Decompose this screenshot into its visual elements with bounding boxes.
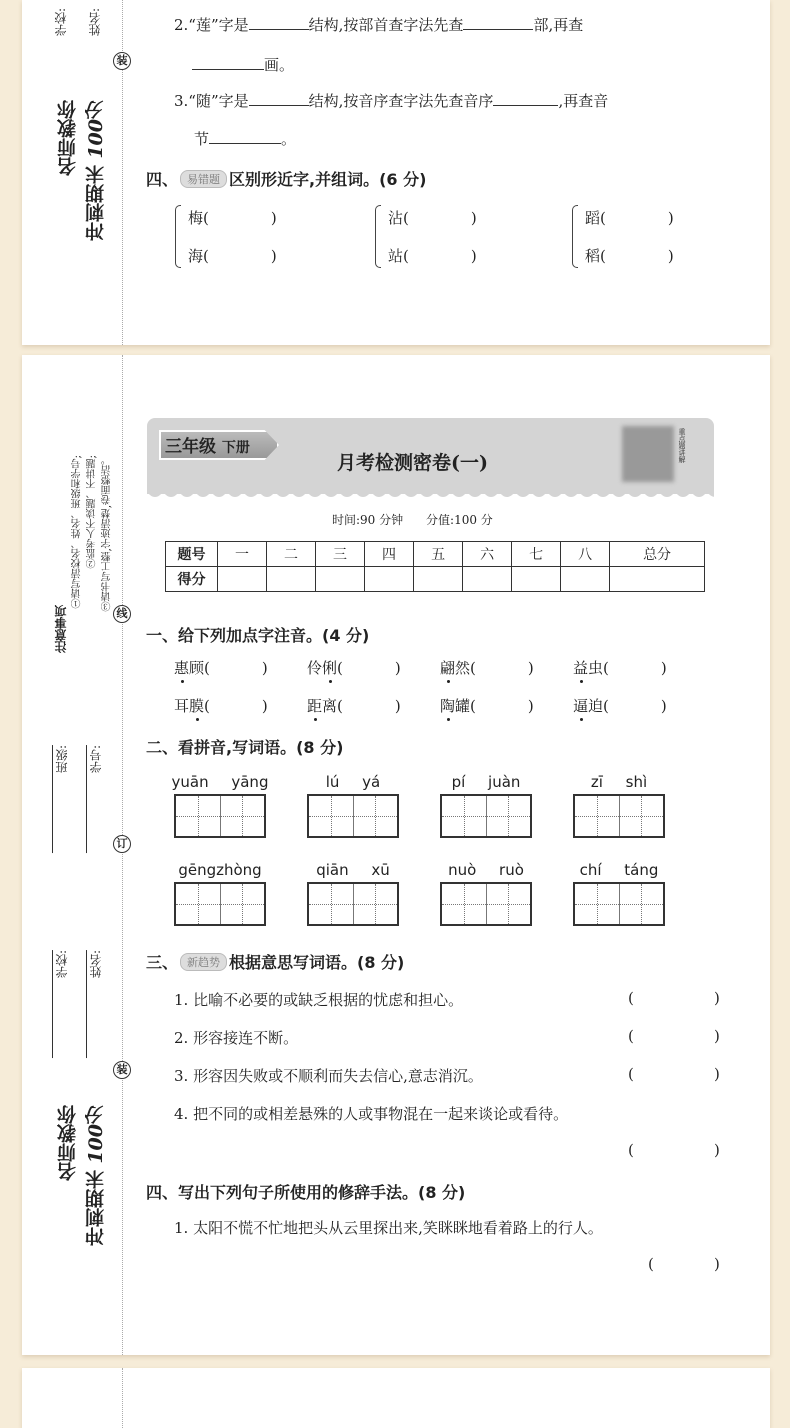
notice-1: ①请写清校名、姓名、班级和学号; (72, 455, 83, 609)
pinyin-question-item[interactable]: 距离( ) (307, 697, 401, 715)
slogan-line2: 冲刺期末 100分 (85, 1105, 107, 1247)
character-writing-grid[interactable] (573, 882, 665, 926)
student-number-label: 学号: (86, 745, 104, 853)
question-3-cont: 节 。 (194, 130, 297, 148)
name-label: 姓名: (86, 950, 104, 1058)
error-prone-badge: 易错题 (180, 170, 227, 188)
answer-paren-open[interactable]: ( (648, 1255, 654, 1273)
definition-item: 2. 形容接连不断。 (174, 1029, 299, 1047)
pinyin-question-item[interactable]: 伶俐( ) (307, 659, 401, 677)
answer-paren-open[interactable]: ( (628, 1141, 634, 1159)
score-table (165, 541, 705, 592)
notice-2: ②监考人不读题、不讲题; (87, 455, 98, 569)
header-banner (147, 418, 714, 494)
section-4-heading: 四、写出下列句子所使用的修辞手法。(8 分) (146, 1183, 466, 1202)
question-2: 2.“莲”字是 结构,按部首查字法先查 部,再查 (174, 16, 584, 34)
slogan-line1: 名师教你 (57, 100, 79, 176)
answer-paren-open[interactable]: ( (628, 989, 634, 1007)
character-writing-grid[interactable] (573, 794, 665, 838)
character-writing-grid[interactable] (307, 882, 399, 926)
score-cell[interactable] (561, 567, 610, 592)
brace-icon (372, 205, 380, 267)
score-cell[interactable] (610, 567, 705, 592)
similar-char-item[interactable]: 站( ) (388, 247, 477, 265)
pinyin-question-item[interactable]: 逼迫( ) (573, 697, 667, 715)
qr-code[interactable] (622, 426, 674, 482)
pinyin-label: pí juàn (451, 773, 521, 791)
score-row-label: 得分 (166, 567, 218, 592)
score-header-cell: 总分 (610, 542, 705, 567)
qr-caption: 重点题讲解 (678, 428, 686, 463)
character-writing-grid[interactable] (174, 794, 266, 838)
definition-item: 1. 比喻不必要的或缺乏根据的忧虑和担心。 (174, 991, 464, 1009)
score-header-cell: 题号 (166, 542, 218, 567)
pinyin-question-item[interactable]: 益虫( ) (573, 659, 667, 677)
similar-char-item[interactable]: 沾( ) (388, 209, 477, 227)
exam-title: 月考检测密卷(一) (337, 452, 488, 474)
question-3: 3.“随”字是 结构,按音序查字法先查音序 ,再查音 (174, 92, 609, 110)
answer-paren-close: ) (714, 989, 720, 1007)
score-cell[interactable] (218, 567, 267, 592)
pinyin-label: yuān yāng (171, 773, 269, 791)
pinyin-label: lú yá (325, 773, 381, 791)
score-cell[interactable] (365, 567, 414, 592)
notice-3: ③请书写工整,字迹清楚,卷面整洁。 (102, 455, 113, 612)
character-writing-grid[interactable] (307, 794, 399, 838)
score-cell[interactable] (463, 567, 512, 592)
grade-label: 三年级 下册 (165, 437, 250, 457)
answer-paren-close: ) (714, 1141, 720, 1159)
exam-page-previous (22, 0, 770, 345)
rhetoric-question-1: 1. 太阳不慌不忙地把头从云里探出来,笑眯眯地看着路上的行人。 (174, 1219, 603, 1237)
answer-paren-close: ) (714, 1255, 720, 1273)
score-cell[interactable] (512, 567, 561, 592)
score-cell[interactable] (316, 567, 365, 592)
seal-mark: 装 (113, 52, 131, 70)
character-writing-grid[interactable] (174, 882, 266, 926)
notice-title: 注意事项 (54, 605, 68, 653)
section-2-heading: 二、看拼音,写词语。(8 分) (146, 738, 344, 757)
exam-info: 时间:90 分钟 分值:100 分 (332, 513, 493, 527)
exam-page (22, 355, 770, 1355)
score-cell[interactable] (414, 567, 463, 592)
pinyin-question-item[interactable]: 陶罐( ) (440, 697, 534, 715)
pinyin-question-item[interactable]: 耳膜( ) (174, 697, 268, 715)
school-label: 学校: (52, 950, 70, 1058)
similar-char-item[interactable]: 蹈( ) (585, 209, 674, 227)
binding-line (122, 355, 123, 1355)
answer-paren-open[interactable]: ( (628, 1065, 634, 1083)
section-1-heading: 一、给下列加点字注音。(4 分) (146, 626, 370, 645)
score-header-cell: 五 (414, 542, 463, 567)
score-header-cell: 二 (267, 542, 316, 567)
brace-icon (172, 205, 180, 267)
seal-order: 订 (113, 835, 131, 853)
section-4-heading: 四、 易错题 区别形近字,并组词。(6 分) (146, 170, 427, 189)
score-header-cell: 八 (561, 542, 610, 567)
name-label: 姓名: (88, 8, 102, 37)
pinyin-question-item[interactable]: 惠顾( ) (174, 659, 268, 677)
character-writing-grid[interactable] (440, 882, 532, 926)
new-trend-badge: 新趋势 (180, 953, 227, 971)
section-3-heading: 三、 新趋势 根据意思写词语。(8 分) (146, 953, 405, 972)
pinyin-label: nuò ruò (448, 861, 524, 879)
pinyin-label: qiān xū (316, 861, 390, 879)
score-header-cell: 七 (512, 542, 561, 567)
wave-edge (147, 492, 714, 500)
character-writing-grid[interactable] (440, 794, 532, 838)
question-2-cont: 画。 (192, 54, 294, 75)
definition-item: 3. 形容因失败或不顺利而失去信心,意志消沉。 (174, 1067, 483, 1085)
slogan-line1: 名师教你 (57, 1105, 79, 1181)
score-cell[interactable] (267, 567, 316, 592)
school-label: 学校: (54, 8, 68, 37)
score-header-cell: 六 (463, 542, 512, 567)
slogan-line2: 冲刺期末 100分 (85, 100, 107, 242)
score-header-cell: 四 (365, 542, 414, 567)
similar-char-item[interactable]: 梅( ) (188, 209, 277, 227)
brace-icon (569, 205, 577, 267)
seal-bind: 装 (113, 1061, 131, 1079)
class-label: 班级: (52, 745, 70, 853)
seal-line: 线 (113, 605, 131, 623)
answer-paren-close: ) (714, 1065, 720, 1083)
similar-char-item[interactable]: 稻( ) (585, 247, 674, 265)
definition-item: 4. 把不同的或相差悬殊的人或事物混在一起来谈论或看待。 (174, 1105, 569, 1123)
pinyin-question-item[interactable]: 翩然( ) (440, 659, 534, 677)
exam-page-next (22, 1368, 770, 1428)
pinyin-label: chí táng (579, 861, 659, 879)
answer-paren-open[interactable]: ( (628, 1027, 634, 1045)
score-header-cell: 三 (316, 542, 365, 567)
answer-paren-close: ) (714, 1027, 720, 1045)
pinyin-label: zī shì (590, 773, 648, 791)
similar-char-item[interactable]: 海( ) (188, 247, 277, 265)
pinyin-label: gēngzhòng (178, 861, 262, 879)
score-header-cell: 一 (218, 542, 267, 567)
